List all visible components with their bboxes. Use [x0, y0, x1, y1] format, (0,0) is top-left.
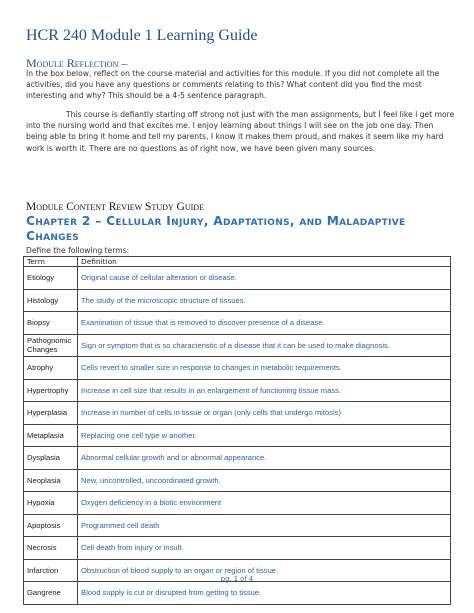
table-row: [24, 447, 451, 470]
term-cell: Histology: [24, 289, 78, 312]
table-row: [24, 267, 451, 290]
terms-table: [23, 256, 451, 605]
table-row: [24, 514, 451, 537]
definition-cell[interactable]: Abnormal cellular growth and or abnormal appearance.: [78, 447, 451, 470]
reflection-heading: Module Reflection –: [26, 56, 128, 70]
definition-cell[interactable]: New, uncontrolled, uncoordinated growth.: [78, 469, 451, 492]
page-title: HCR 240 Module 1 Learning Guide: [26, 27, 258, 44]
definition-cell[interactable]: Replacing one cell type w another.: [78, 424, 451, 447]
definition-cell[interactable]: Obstruction of blood supply to an organ or region of tissue.: [78, 559, 451, 582]
term-cell: Atrophy: [24, 357, 78, 380]
table-row: [24, 357, 451, 380]
term-cell: Necrosis: [24, 537, 78, 560]
definition-cell[interactable]: Blood supply is cut or disrupted from getting to tissue.: [78, 582, 451, 605]
table-row: [24, 402, 451, 425]
define-instruction: Define the following terms:: [26, 246, 130, 255]
table-row: [24, 289, 451, 312]
table-row: [24, 469, 451, 492]
definition-cell[interactable]: Programmed cell death: [78, 514, 451, 537]
chapter-heading: Chapter 2 – Cellular Injury, Adaptations, and Maladaptive Changes: [26, 214, 406, 243]
definition-cell[interactable]: Original cause of cellular alteration or disease.: [78, 267, 451, 290]
term-cell: Metaplasia: [24, 424, 78, 447]
definition-cell[interactable]: The study of the microscopic structure of tissues.: [78, 289, 451, 312]
term-cell: Hyperplasia: [24, 402, 78, 425]
table-row: [24, 492, 451, 515]
definition-cell[interactable]: Examination of tissue that is removed to discover presence of a disease.: [78, 312, 451, 335]
term-cell: Neoplasia: [24, 469, 78, 492]
table-row: [24, 379, 451, 402]
content-review-heading: Module Content Review Study Guide: [26, 201, 204, 213]
term-cell: Etiology: [24, 267, 78, 290]
reflection-response: This course is defiantly starting off strong not just with the man assignments, but I feel like I get more into the nursing world and that excites me. I enjoy learning about things I will see on the job one day. Then being able to bring it home and tell my parents, I know it makes them proud, and makes it seem like my hard work is worth it. There are no questions as of right now, we have been given many sources.: [26, 110, 455, 153]
table-row: [24, 334, 451, 357]
term-cell: Hypertrophy: [24, 379, 78, 402]
term-cell: Pathognomic Changes: [24, 334, 78, 357]
term-cell: Infarction: [24, 559, 78, 582]
definition-cell[interactable]: Increase in number of cells in tissue or organ (only cells that undergo mitosis): [78, 402, 451, 425]
term-cell: Biopsy: [24, 312, 78, 335]
definition-cell[interactable]: Cell death from injury or insult.: [78, 537, 451, 560]
definition-cell[interactable]: Increase in cell size that results in an enlargement of functioning tissue mass.: [78, 379, 451, 402]
table-row: [24, 312, 451, 335]
term-cell: Apoptosis: [24, 514, 78, 537]
term-column-header: Term: [24, 257, 78, 267]
table-row: [24, 424, 451, 447]
definition-column-header: Definition: [78, 257, 451, 267]
page-number-footer: pg. 1 of 4: [220, 575, 254, 583]
table-row: [24, 537, 451, 560]
definition-cell[interactable]: Oxygen deficiency in a biotic environment: [78, 492, 451, 515]
term-cell: Gangrene: [24, 582, 78, 605]
definition-cell[interactable]: Sign or symptom that is so characteristic of a disease that it can be used to make diagnosis.: [78, 334, 451, 357]
term-cell: Dysplasia: [24, 447, 78, 470]
table-header-row: [24, 257, 451, 267]
definition-cell[interactable]: Cells revert to smaller size in response to changes in metabolic requirements.: [78, 357, 451, 380]
term-cell: Hypoxia: [24, 492, 78, 515]
table-row: [24, 582, 451, 605]
reflection-prompt: In the box below, reflect on the course material and activities for this module. If you did not complete all the activities, did you have any questions or comments relating to this? What content did you find the most interesting and why? This should be a 4-5 sentence paragraph.: [26, 69, 440, 101]
